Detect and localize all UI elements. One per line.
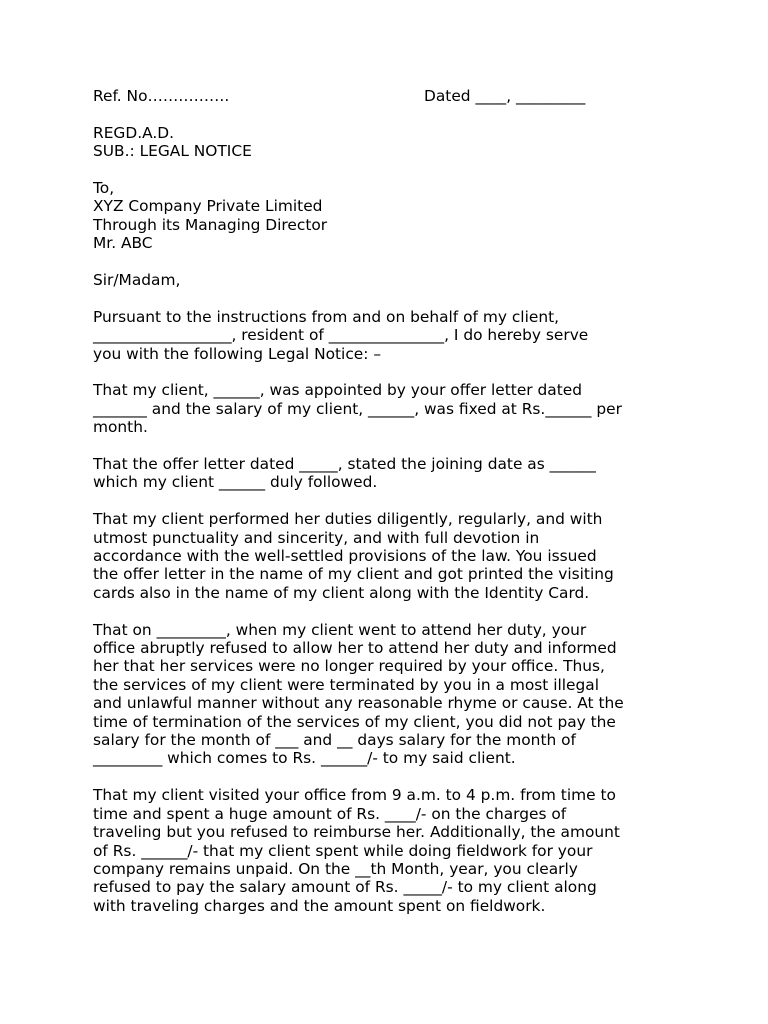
paragraph-line: __________________, resident of _______________, I do hereby serve [93, 326, 589, 345]
paragraph-line: of Rs. ______/- that my client spent while doing fieldwork for your [93, 841, 593, 860]
paragraph-line: cards also in the name of my client along with the Identity Card. [93, 583, 590, 602]
paragraph-line: time and spent a huge amount of Rs. ____/- on the charges of [93, 804, 567, 823]
paragraph-line: That my client, ______, was appointed by your offer letter dated [93, 381, 582, 400]
paragraph-line: Pursuant to the instructions from and on behalf of my client, [93, 307, 560, 326]
recipient-name: Mr. ABC [93, 234, 153, 253]
recipient-through: Through its Managing Director [93, 215, 328, 234]
paragraph-line: refused to pay the salary amount of Rs. _____/- to my client along [93, 878, 597, 897]
salutation: Sir/Madam, [93, 271, 181, 289]
paragraph-line: with traveling charges and the amount spent on fieldwork. [93, 896, 546, 915]
subject-line: SUB.: LEGAL NOTICE [93, 142, 252, 161]
paragraph-line: company remains unpaid. On the __th Month, year, you clearly [93, 859, 578, 878]
paragraph [93, 510, 683, 602]
paragraph-line: the services of my client were terminated by you in a most illegal [93, 675, 599, 694]
paragraph-line: office abruptly refused to allow her to attend her duty and informed [93, 639, 617, 658]
registered-ad-label: REGD.A.D. [93, 123, 174, 142]
paragraph-line: _________ which comes to Rs. ______/- to my said client. [93, 749, 516, 768]
paragraph-line: That the offer letter dated _____, stated the joining date as ______ [93, 455, 596, 474]
reference-number: Ref. No……………. [93, 87, 230, 105]
paragraph-line: _______ and the salary of my client, ______, was fixed at Rs.______ per [93, 399, 622, 418]
paragraph [93, 786, 683, 915]
recipient-to: To, [93, 178, 115, 197]
paragraph-line: That my client performed her duties diligently, regularly, and with [93, 510, 603, 529]
dated-field: Dated ____, _________ [424, 87, 586, 105]
paragraph-line: which my client ______ duly followed. [93, 473, 378, 492]
paragraph-line: accordance with the well-settled provisions of the law. You issued [93, 547, 597, 566]
paragraph [93, 455, 683, 492]
paragraph-line: utmost punctuality and sincerity, and with full devotion in [93, 528, 540, 547]
paragraph [93, 621, 683, 768]
paragraph-line: That my client visited your office from 9 a.m. to 4 p.m. from time to [93, 786, 616, 805]
paragraph-line: That on _________, when my client went to attend her duty, your [93, 620, 587, 639]
paragraph [93, 381, 683, 436]
paragraph-line: traveling but you refused to reimburse her. Additionally, the amount [93, 823, 620, 842]
paragraph-line: month. [93, 418, 148, 437]
paragraph-line: her that her services were no longer required by your office. Thus, [93, 657, 605, 676]
paragraph-line: salary for the month of ___ and __ days salary for the month of [93, 731, 576, 750]
paragraph-line: time of termination of the services of my client, you did not pay the [93, 712, 616, 731]
reference-row [93, 87, 683, 105]
paragraph-line: you with the following Legal Notice: – [93, 344, 382, 363]
paragraph [93, 308, 683, 363]
paragraph-line: and unlawful manner without any reasonable rhyme or cause. At the [93, 694, 624, 713]
recipient-block [93, 179, 683, 253]
legal-notice-document [93, 87, 683, 915]
recipient-company: XYZ Company Private Limited [93, 197, 323, 216]
paragraph-line: the offer letter in the name of my client and got printed the visiting [93, 565, 614, 584]
